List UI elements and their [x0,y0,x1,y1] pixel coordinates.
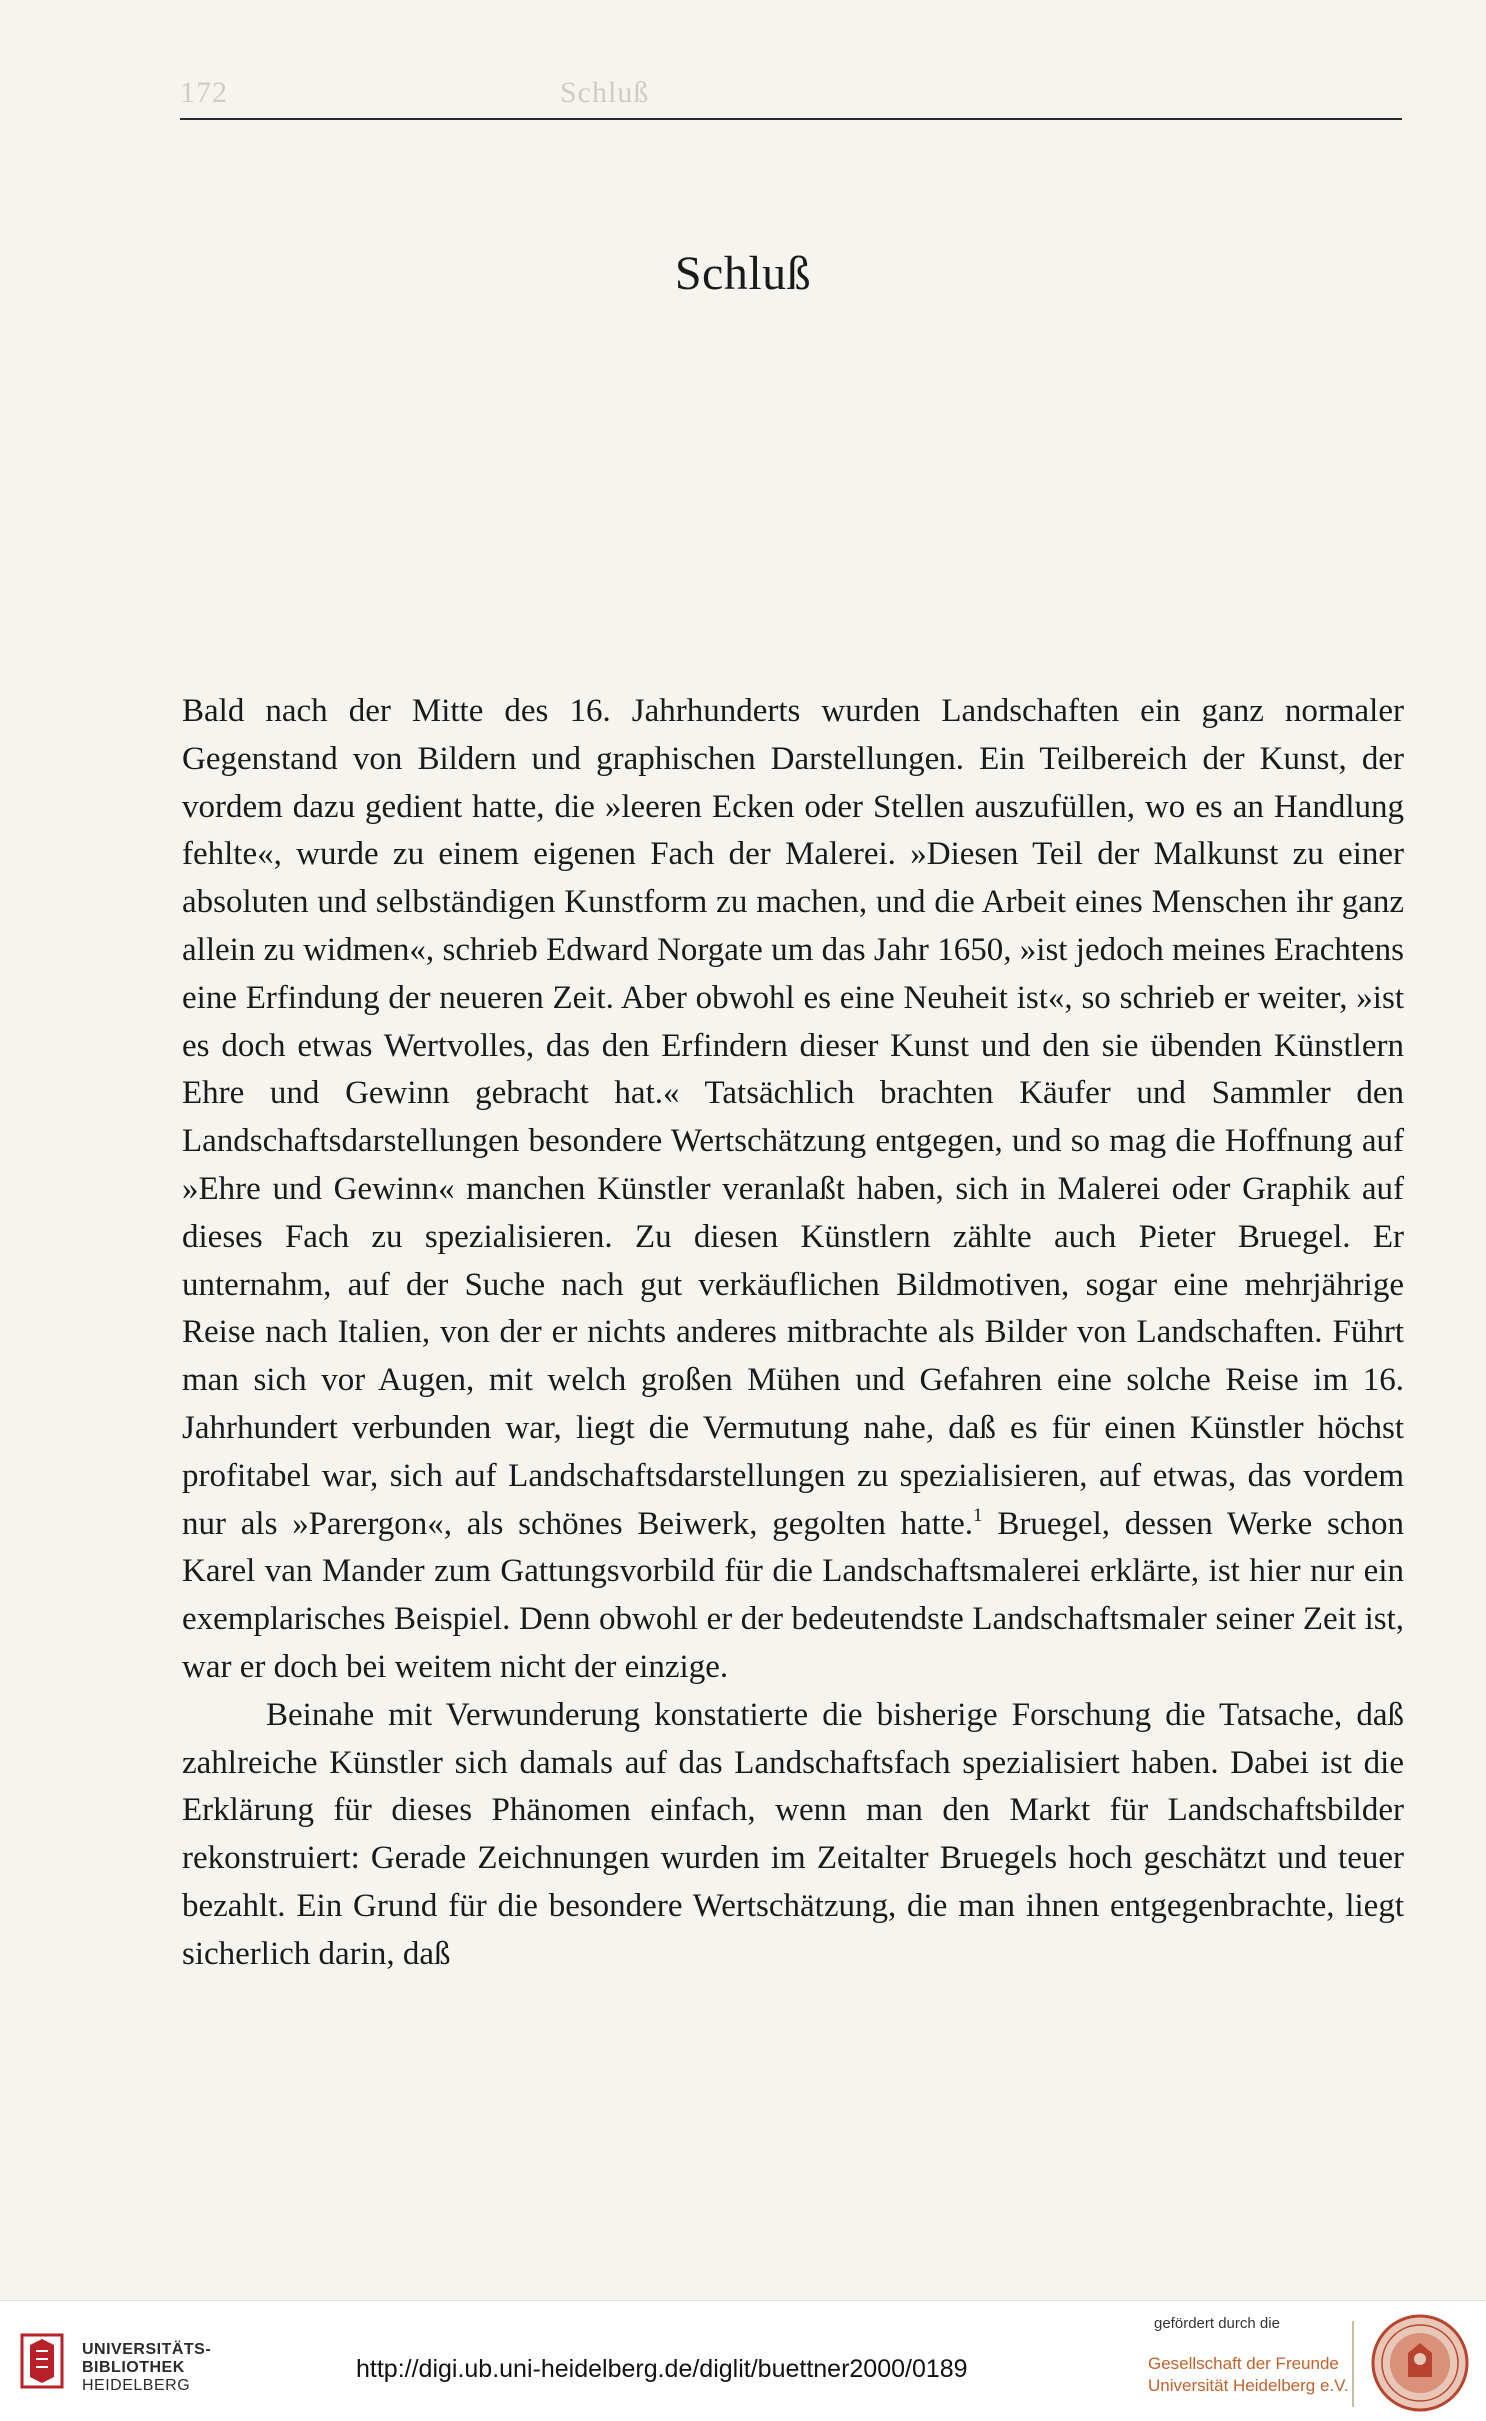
paragraph-1 [182,688,1404,1692]
library-logo-icon[interactable] [20,2331,64,2391]
chapter-title: Schluß [674,247,812,300]
society-name [1148,2353,1349,2397]
library-line-2: BIBLIOTHEK [82,2359,185,2376]
footer-divider [1352,2321,1354,2407]
paragraph-1-continuation: Bruegel, dessen Werke schon Karel van Mander zum Gattungsvorbild für die Landschaftsmalerei erklärte, ist hier nur ein exemplarisches Beispiel. Denn obwohl er der bedeutendste Landschaftsmaler seiner Zeit ist, war er doch bei weitem nicht der einzige. [182,1505,1405,1685]
document-url-link[interactable]: http://digi.ub.uni-heidelberg.de/diglit/buettner2000/0189 [356,2355,968,2383]
society-line-1: Gesellschaft der Freunde [1148,2354,1339,2373]
bleed-running-head: Schluß [560,76,650,109]
library-name [82,2341,211,2395]
footer-bar [0,2300,1486,2421]
university-seal-icon[interactable] [1370,2313,1470,2413]
funded-by-label: gefördert durch die [1154,2315,1280,2332]
library-line-1: UNIVERSITÄTS- [82,2341,212,2358]
footnote-marker[interactable]: 1 [973,1504,983,1526]
body-text [182,688,1404,1979]
bleed-page-number: 172 [180,76,228,109]
paragraph-2: Beinahe mit Verwunderung konstatierte die bisherige Forschung die Tatsache, daß zahlreiche Künstler sich damals auf das Landschaftsfach spezialisiert haben. Dabei ist die Erklärung für dieses Phänomen einfach, wenn man den Markt für Landschaftsbilder rekonstruiert: Gerade Zeichnungen wurden im Zeitalter Bruegels hoch geschätzt und teuer bezahlt. Ein Grund für die besondere Wertschätzung, die man ihnen entgegenbrachte, liegt sicherlich darin, daß [182,1696,1404,1972]
society-line-2: Universität Heidelberg e.V. [1148,2376,1349,2395]
paragraph-1-text: Bald nach der Mitte des 16. Jahrhunderts wurden Landschaften ein ganz normaler Gegenstand von Bildern und graphischen Darstellungen. Ein Teilbereich der Kunst, der vordem dazu gedient hatte, die »leeren Ecken oder Stellen auszufüllen, wo es an Handlung fehlte«, wurde zu einem eigenen Fach der Malerei. »Diesen Teil der Malkunst zu einer absoluten und selbständigen Kunstform zu machen, und die Arbeit eines Menschen ihr ganz allein zu widmen«, schrieb Edward Norgate um das Jahr 1650, »ist jedoch meines Erachtens eine Erfindung der neueren Zeit. Aber obwohl es eine Neuheit ist«, so schrieb er weiter, »ist es doch etwas Wertvolles, das den Erfindern dieser Kunst und den sie übenden Künstlern Ehre und Gewinn gebracht hat.« Tatsächlich brachten Käufer und Sammler den Landschaftsdarstellungen besondere Wertschätzung entgegen, und so mag die Hoffnung auf »Ehre und Gewinn« manchen Künstler veranlaßt haben, sich in Malerei oder Graphik auf dieses Fach zu spezialisieren. Zu diesen Künstlern zählte auch Pieter Bruegel. Er unternahm, auf der Suche nach gut verkäuflichen Bildmotiven, sogar eine mehrjährige Reise nach Italien, von der er nichts anderes mitbrachte als Bilder von Landschaften. Führt man sich vor Augen, mit welch großen Mühen und Gefahren eine solche Reise im 16. Jahrhundert verbunden war, liegt die Vermutung nahe, daß es für einen Künstler höchst profitabel war, sich auf Landschaftsdarstellungen zu spezialisieren, auf etwas, das vordem nur als »Parergon«, als schönes Beiwerk, gegolten hatte. [182,693,1404,1542]
library-line-3: HEIDELBERG [82,2377,191,2394]
header-rule [180,118,1402,120]
